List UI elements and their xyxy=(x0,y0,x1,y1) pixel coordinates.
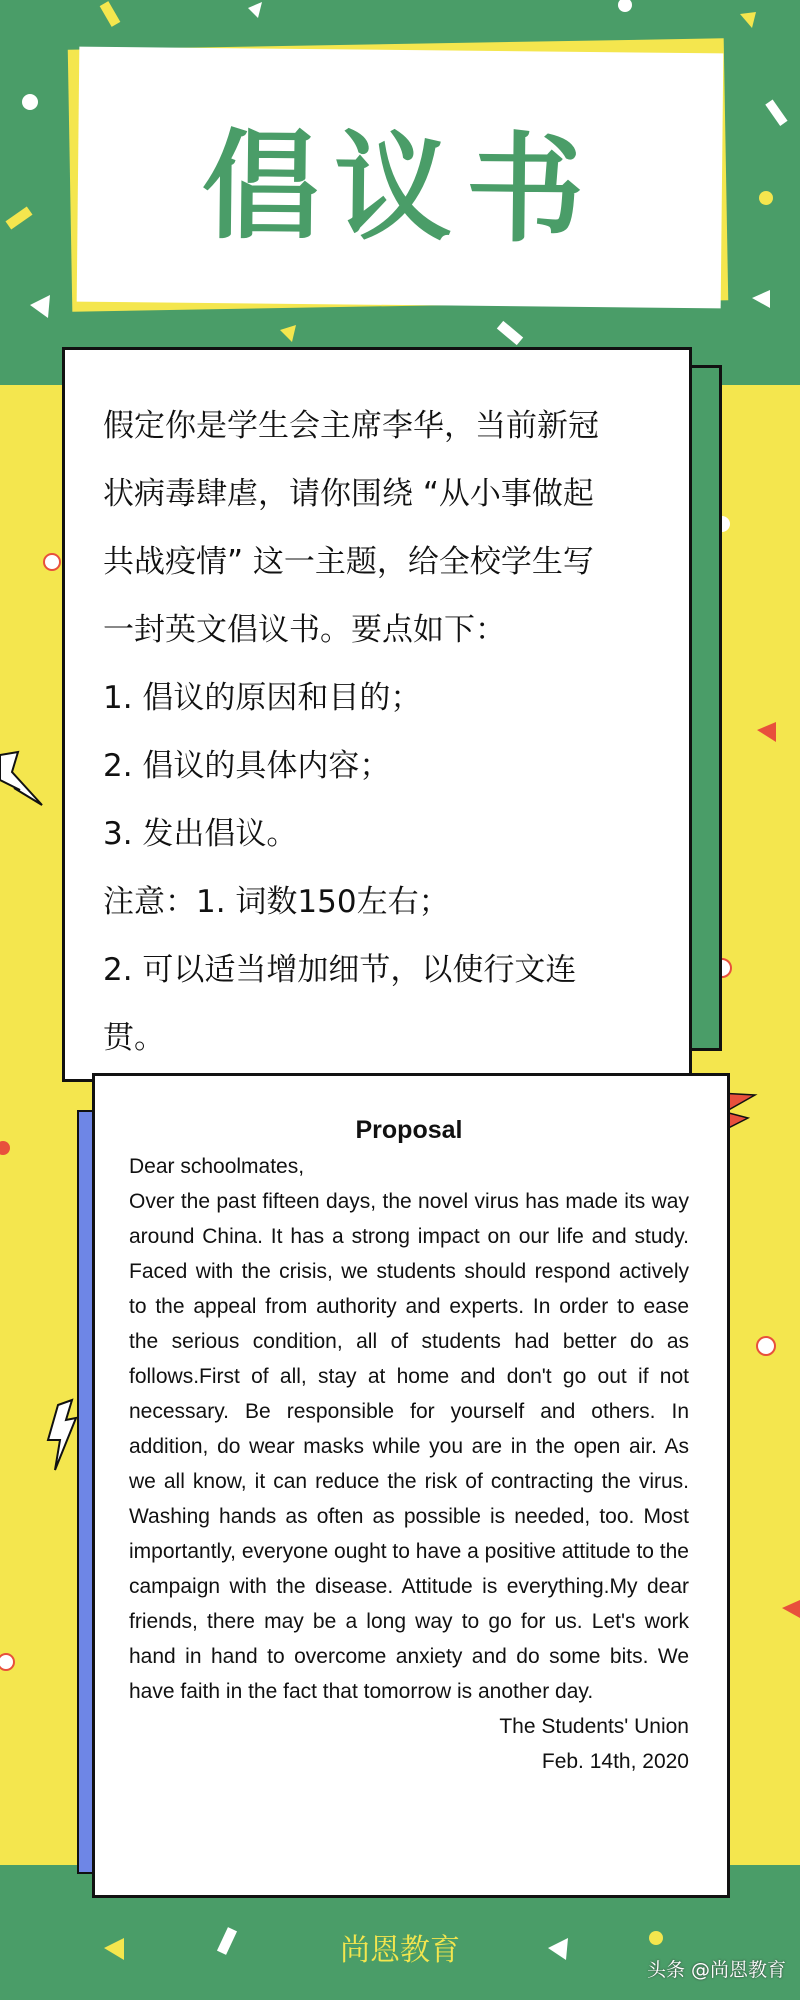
letter-title: Proposal xyxy=(355,1116,463,1144)
watermark: 头条 @尚恩教育 xyxy=(646,1959,786,1981)
task-line: 3. 发出倡议。 xyxy=(103,816,298,852)
task-line: 注意：1. 词数150左右； xyxy=(103,884,450,920)
letter-card xyxy=(92,1073,730,1898)
task-line: 状病毒肆虐，请你围绕 “从小事做起 xyxy=(103,476,594,512)
letter-signature: The Students' Union xyxy=(499,1715,689,1738)
task-line: 1. 倡议的原因和目的； xyxy=(103,680,422,716)
task-line: 贯。 xyxy=(103,1020,165,1056)
letter-body: Over the past fifteen days, the novel virus has made its way around China. It has a strong impact on our life and study. Faced with the crisis, we students should respond actively to the appeal from authority and experts. In order to ease the serious condition, all of students had better do as follows.First of all, stay at home and don't go out if not necessary. Be responsible for yourself and others. In addition, do wear masks while you are in the open air. As we all know, it can reduce the risk of contracting the virus. Washing hands as often as possible is needed, too. Most importantly, everyone ought to have a positive attitude to the campaign with the disease. Attitude is everything.My dear friends, there may be a long way to go for us. Let's work hand in hand to overcome anxiety and do some bits. We have faith in the fact that tomorrow is another day. xyxy=(129,1190,689,1703)
task-line: 2. 可以适当增加细节，以使行文连 xyxy=(103,952,577,988)
task-line: 假定你是学生会主席李华，当前新冠 xyxy=(103,408,599,444)
letter-date: Feb. 14th, 2020 xyxy=(541,1750,689,1773)
letter-salutation: Dear schoolmates, xyxy=(129,1155,305,1178)
task-line: 2. 倡议的具体内容； xyxy=(103,748,391,784)
task-card xyxy=(62,347,692,1082)
title-card xyxy=(77,47,724,309)
task-line: 共战疫情” 这一主题，给全校学生写 xyxy=(103,544,594,580)
footer-brand: 尚恩教育 xyxy=(340,1933,460,1968)
page-title: 倡议书 xyxy=(201,116,599,259)
task-line: 一封英文倡议书。要点如下： xyxy=(103,612,506,648)
